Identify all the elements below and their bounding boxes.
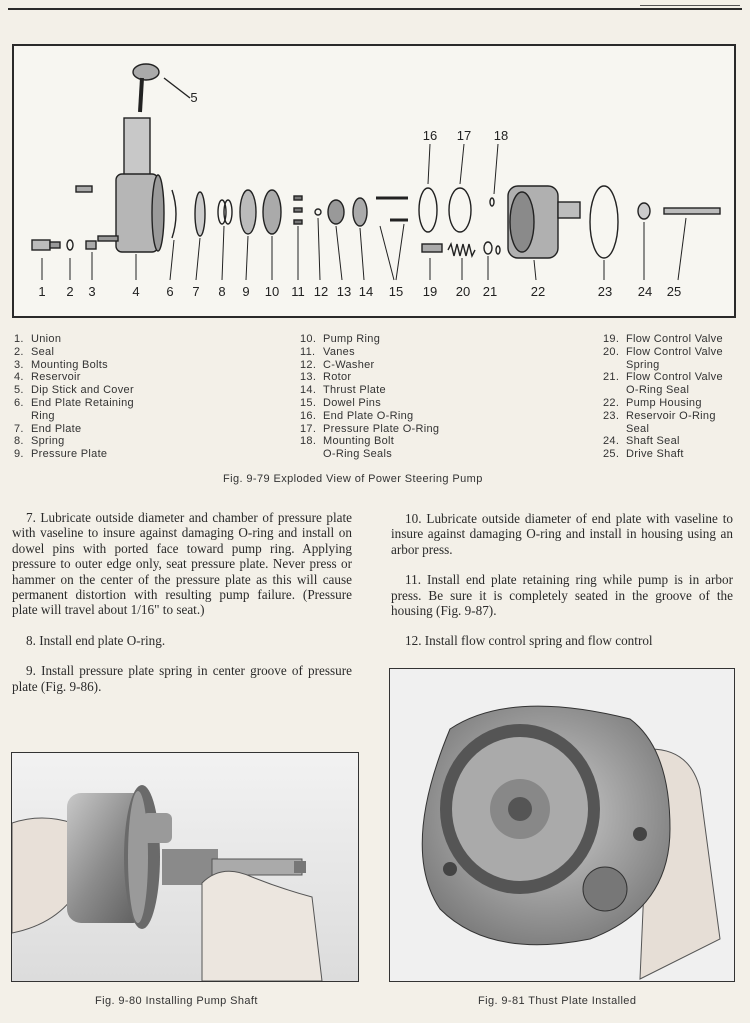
callout-8: 8 <box>218 284 226 299</box>
text-column-right <box>391 511 733 664</box>
legend-item: O-Ring Seal <box>626 384 690 397</box>
legend-item: 16. End Plate O-Ring <box>300 409 414 422</box>
callout-15: 15 <box>388 284 404 299</box>
legend-item: Seal <box>626 422 650 435</box>
legend-item: 23. Reservoir O-Ring <box>603 409 716 422</box>
callout-13: 13 <box>336 284 352 299</box>
figure-9-81-caption: Fig. 9-81 Thust Plate Installed <box>478 995 637 1007</box>
callout-5: 5 <box>190 90 198 105</box>
legend-item: 19. Flow Control Valve <box>603 333 723 345</box>
legend-item: O-Ring Seals <box>323 448 393 461</box>
legend-item: 7. End Plate <box>14 422 82 435</box>
legend-item: 1. Union <box>14 333 62 345</box>
legend-item: 17. Pressure Plate O-Ring <box>300 422 440 435</box>
callout-25: 25 <box>666 284 682 299</box>
legend-column-1 <box>14 333 134 461</box>
callout-7: 7 <box>192 284 200 299</box>
step-8-paragraph: 8. Install end plate O-ring. <box>26 632 166 648</box>
legend-column-2 <box>300 333 439 461</box>
callout-3: 3 <box>88 284 96 299</box>
callout-22: 22 <box>530 284 546 299</box>
callout-12: 12 <box>313 284 329 299</box>
callout-17: 17 <box>456 128 472 143</box>
legend-item: 8. Spring <box>14 435 65 448</box>
legend-item: Spring <box>626 358 660 371</box>
legend-item: 10. Pump Ring <box>300 333 381 345</box>
text-column-left <box>12 510 352 709</box>
legend-item: 22. Pump Housing <box>603 396 702 409</box>
step-12-paragraph: 12. Install flow control spring and flow control <box>405 633 653 649</box>
callout-23: 23 <box>597 284 613 299</box>
legend-item: 6. End Plate Retaining <box>14 396 134 409</box>
figure-9-80-caption: Fig. 9-80 Installing Pump Shaft <box>95 995 258 1007</box>
callout-14: 14 <box>358 284 374 299</box>
legend-item: 14. Thrust Plate <box>300 384 386 397</box>
legend-item: 9. Pressure Plate <box>14 448 108 461</box>
legend-item: 25. Drive Shaft <box>603 448 684 461</box>
legend-item: 24. Shaft Seal <box>603 435 680 448</box>
legend-item: 5. Dip Stick and Cover <box>14 384 134 397</box>
legend-item: 18. Mounting Bolt <box>300 435 395 448</box>
callout-1: 1 <box>38 284 46 299</box>
pump-shaft-photo-drawing <box>12 753 358 981</box>
exploded-view-figure <box>12 44 736 318</box>
legend-item: 20. Flow Control Valve <box>603 345 723 358</box>
callout-11: 11 <box>291 284 305 299</box>
photo-installing-pump-shaft <box>11 752 359 982</box>
legend-item: 21. Flow Control Valve <box>603 371 723 384</box>
top-rule <box>8 8 742 10</box>
callout-18: 18 <box>493 128 509 143</box>
top-rule-right <box>640 5 740 6</box>
exploded-view-drawing <box>14 46 734 316</box>
step-7-paragraph: 7. Lubricate outside diameter and chamber of pressure plate with vaseline to insure against damaging O-ring and install on dowel pins with ported face toward pump ring. Applying pressure to outer edge only, seat pressure plate. Never press or hammer on the center of the pressure plate as this will cause permanent distortion with resulting pump failure. (Pressure plate will travel about 1/16" to seat.) <box>12 510 352 618</box>
callout-24: 24 <box>637 284 653 299</box>
callout-2: 2 <box>66 284 74 299</box>
legend-item: 2. Seal <box>14 345 55 358</box>
legend-item: 15. Dowel Pins <box>300 396 382 409</box>
legend-item: 3. Mounting Bolts <box>14 358 108 371</box>
callout-6: 6 <box>166 284 174 299</box>
step-9-paragraph: 9. Install pressure plate spring in center groove of pressure plate (Fig. 9-86). <box>12 663 352 694</box>
callout-21: 21 <box>482 284 498 299</box>
callout-19: 19 <box>422 284 438 299</box>
callout-9: 9 <box>242 284 250 299</box>
legend-column-3 <box>603 333 723 461</box>
callout-10: 10 <box>264 284 280 299</box>
legend-item: 13. Rotor <box>300 371 352 384</box>
step-10-paragraph: 10. Lubricate outside diameter of end plate with vaseline to insure against damaging O-ring and install in housing using an arbor press. <box>391 511 733 557</box>
legend-item: 11. Vanes <box>300 345 355 358</box>
thrust-plate-photo-drawing <box>390 669 734 981</box>
legend-item: 4. Reservoir <box>14 371 81 384</box>
callout-4: 4 <box>132 284 140 299</box>
legend-item: 12. C-Washer <box>300 358 375 371</box>
step-11-paragraph: 11. Install end plate retaining ring while pump is in arbor press. Be sure it is completely seated in the groove of the housing (Fig. 9-87). <box>391 572 733 619</box>
callout-20: 20 <box>455 284 471 299</box>
legend-item: Ring <box>31 409 55 422</box>
photo-thrust-plate-installed <box>389 668 735 982</box>
figure-9-79-caption: Fig. 9-79 Exploded View of Power Steering Pump <box>223 473 483 485</box>
callout-16: 16 <box>422 128 438 143</box>
